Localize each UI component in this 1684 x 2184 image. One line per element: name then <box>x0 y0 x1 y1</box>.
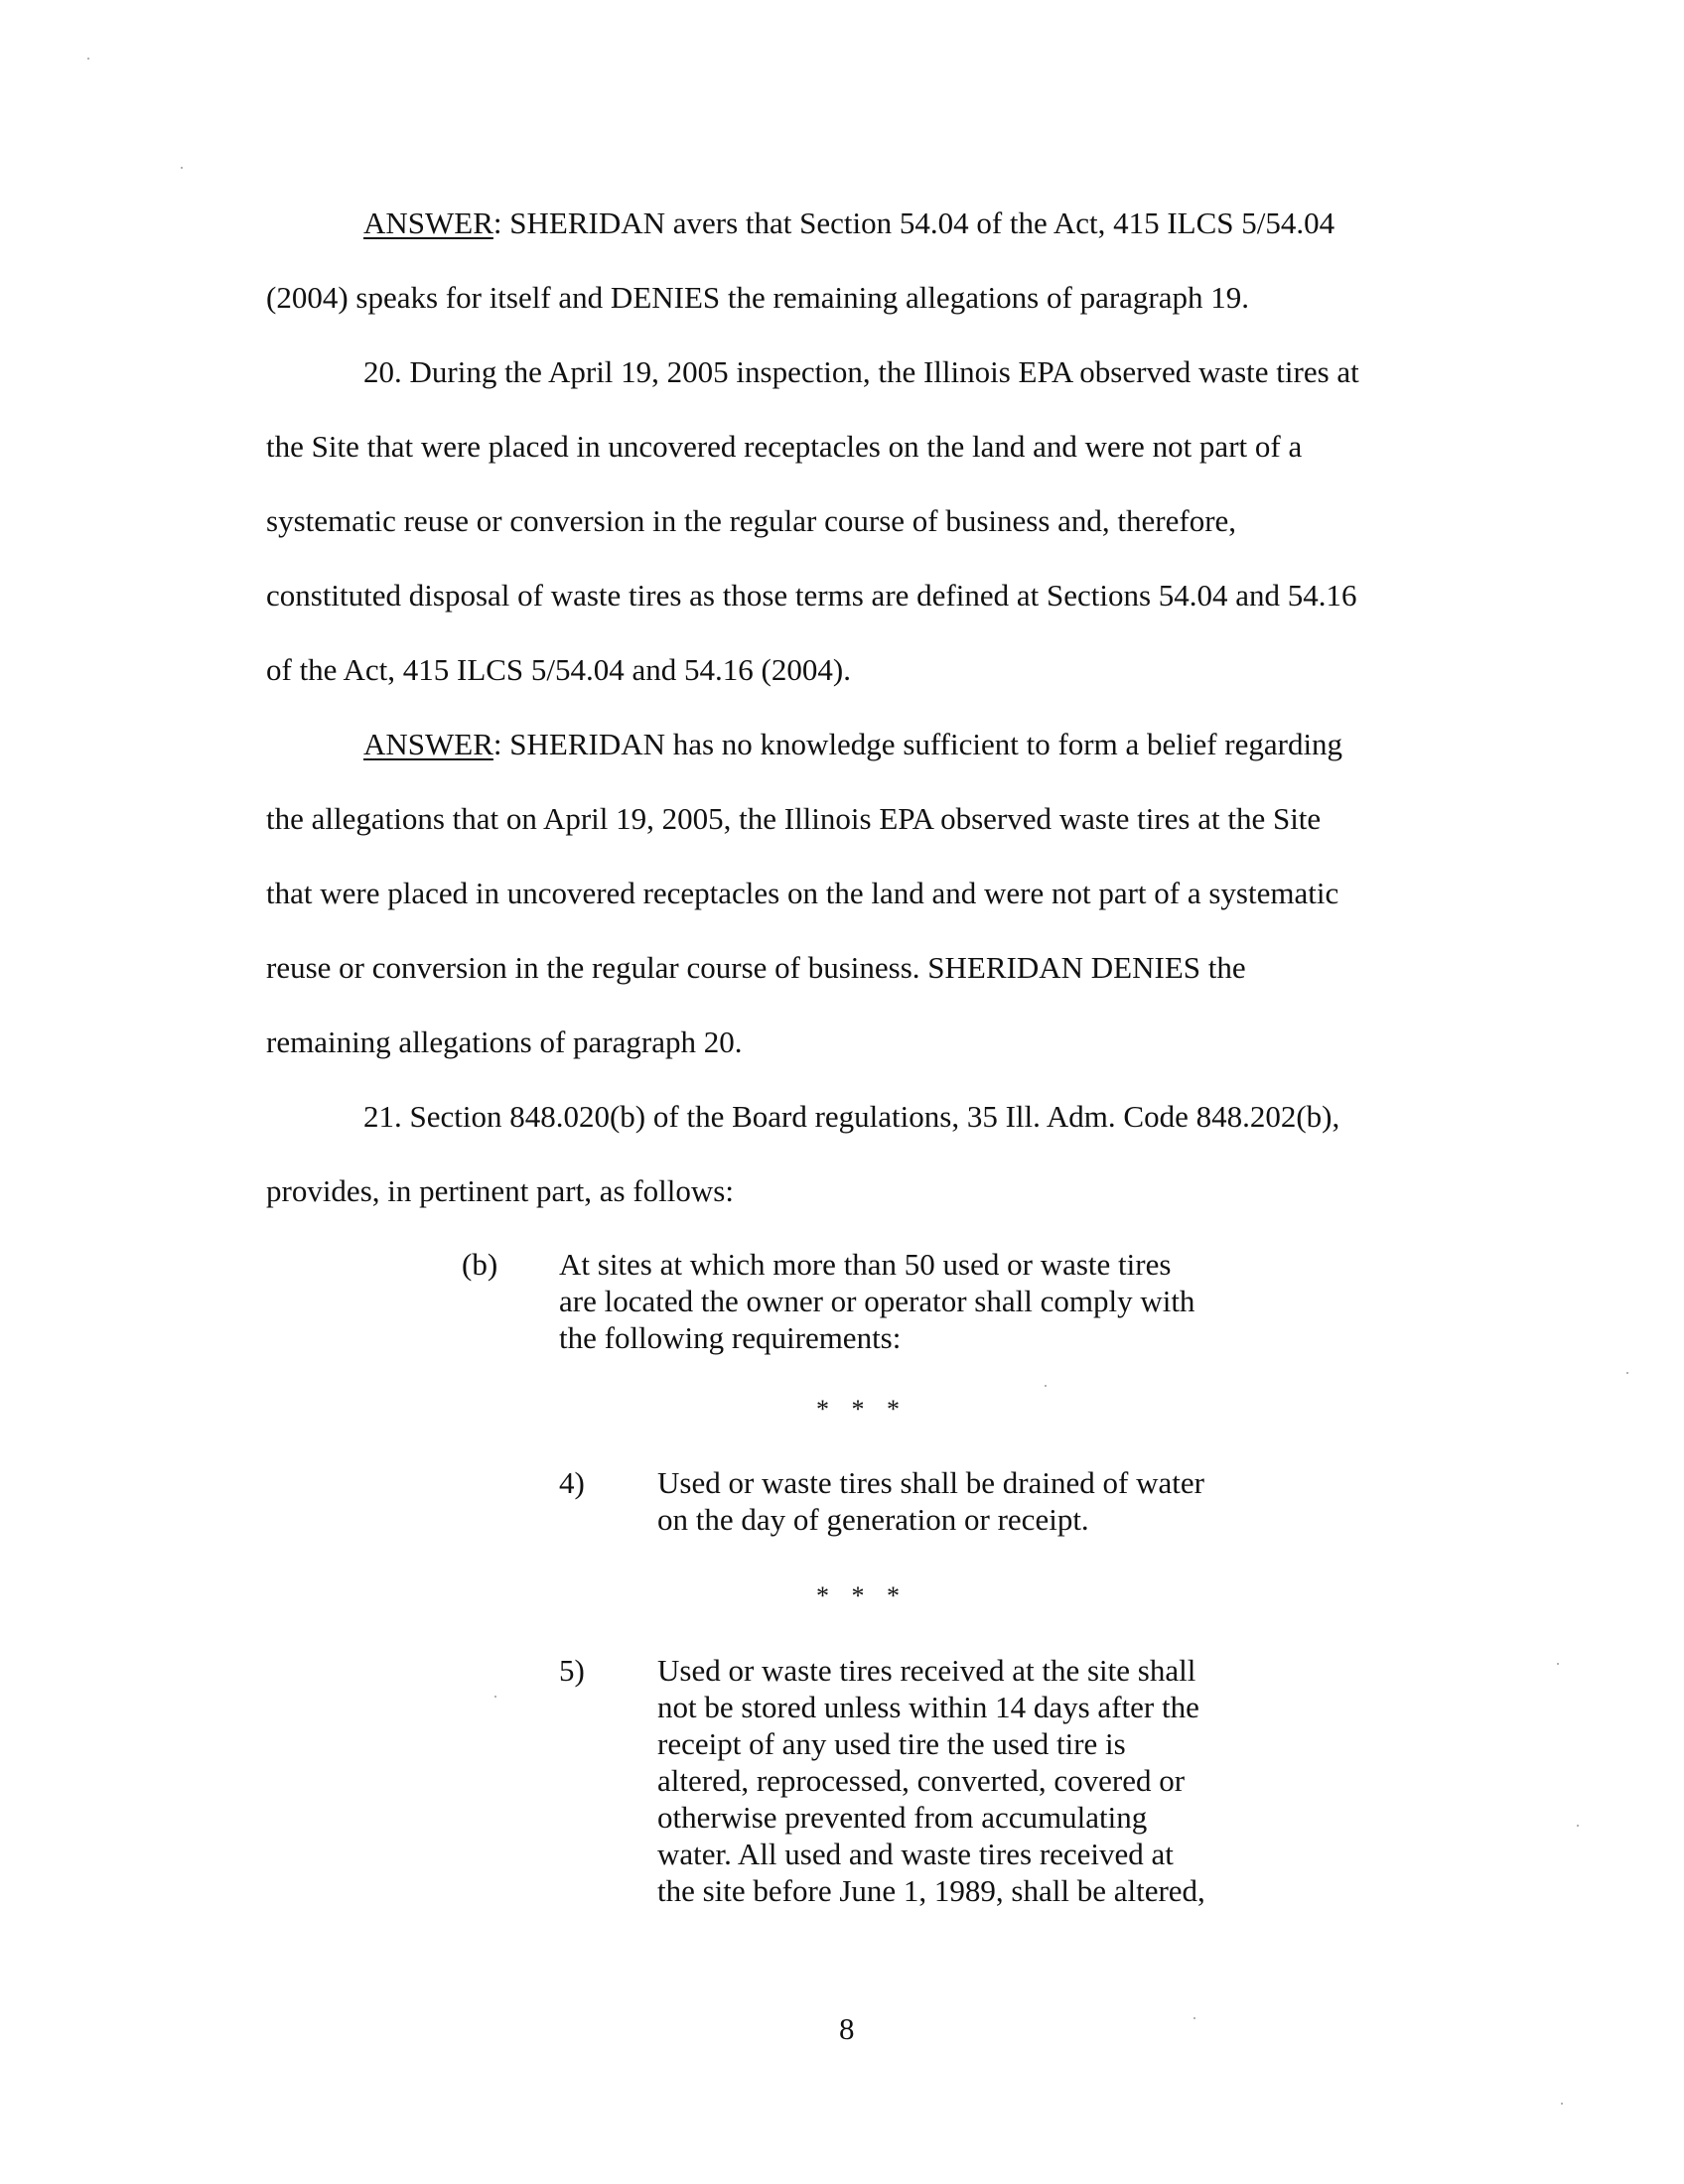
answer-19-line-2: (2004) speaks for itself and DENIES the remaining allegations of paragraph 19. <box>266 280 1249 315</box>
item-4-text: Used or waste tires shall be drained of water on the day of generation or receipt. <box>657 1465 1204 1537</box>
quote-b-label: (b) <box>462 1247 498 1282</box>
paragraph-20-line: the Site that were placed in uncovered receptacles on the land and were not part of a <box>266 429 1303 464</box>
answer-20-line: the allegations that on April 19, 2005, the Illinois EPA observed waste tires at the Site <box>266 801 1322 836</box>
item-5-text: Used or waste tires received at the site shall not be stored unless within 14 days after the receipt of any used tire the used tire is altered, reprocessed, converted, covered or otherwise prevented from accumulating water. All used and waste tires received at the site before June 1, 1989, shall be altered, <box>657 1653 1205 1908</box>
scan-speck <box>1577 1825 1579 1827</box>
item-5-label: 5) <box>559 1653 585 1688</box>
paragraph-20-line: constituted disposal of waste tires as those terms are defined at Sections 54.04 and 54.16 <box>266 578 1357 613</box>
scan-speck <box>1561 2103 1563 2105</box>
answer-19-line-1: ANSWER: SHERIDAN avers that Section 54.04 of the Act, 415 ILCS 5/54.04 <box>363 205 1335 240</box>
paragraph-20-line: systematic reuse or conversion in the regular course of business and, therefore, <box>266 503 1237 538</box>
page-number: 8 <box>839 2011 855 2046</box>
ellipsis-stars: * * * <box>816 1395 908 1424</box>
ellipsis-stars: * * * <box>816 1581 908 1610</box>
answer-20-line: that were placed in uncovered receptacles on the land and were not part of a systematic <box>266 876 1339 910</box>
answer-20-line-1: ANSWER: SHERIDAN has no knowledge sufficient to form a belief regarding <box>363 727 1343 761</box>
scan-speck <box>1193 2017 1195 2019</box>
answer-label: ANSWER <box>363 727 493 761</box>
answer-20-line: remaining allegations of paragraph 20. <box>266 1024 743 1059</box>
scan-speck <box>1626 1372 1628 1374</box>
scan-speck <box>1557 1663 1559 1665</box>
scan-speck <box>87 58 89 60</box>
scan-speck <box>1045 1385 1047 1387</box>
answer-label: ANSWER <box>363 205 493 240</box>
scan-speck <box>494 1696 496 1698</box>
paragraph-21-line: provides, in pertinent part, as follows: <box>266 1173 734 1208</box>
paragraph-20-line: of the Act, 415 ILCS 5/54.04 and 54.16 (2004). <box>266 652 851 687</box>
paragraph-21-line: 21. Section 848.020(b) of the Board regulations, 35 Ill. Adm. Code 848.202(b), <box>363 1099 1340 1134</box>
scan-speck <box>181 167 183 169</box>
answer-20-line: reuse or conversion in the regular course of business. SHERIDAN DENIES the <box>266 950 1246 985</box>
item-4-label: 4) <box>559 1465 585 1500</box>
quote-b-text: At sites at which more than 50 used or waste tires are located the owner or operator shall comply with the following requirements: <box>559 1247 1195 1355</box>
paragraph-20-line: 20. During the April 19, 2005 inspection, the Illinois EPA observed waste tires at <box>363 354 1359 389</box>
